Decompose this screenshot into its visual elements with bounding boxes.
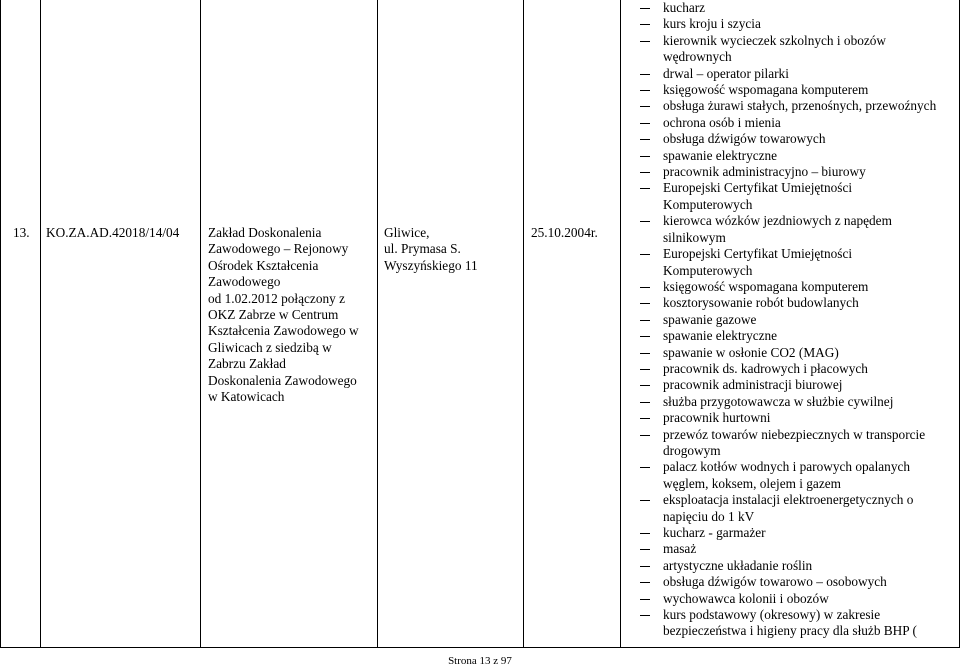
profession-line: obsługa dźwigów towarowo – osobowych [663,574,887,590]
profession-line: obsługa żurawi stałych, przenośnych, przewoźnych [663,98,937,114]
name-line: Ośrodek Kształcenia [208,257,319,273]
dash-bullet-icon [640,467,650,468]
name-line: Kształcenia Zawodowego w [208,323,359,339]
name-line: Zabrzu Zakład [208,356,286,372]
profession-line: ochrona osób i mienia [663,114,781,130]
profession-line: kucharz - garmażer [663,525,766,540]
profession-line: eksploatacja instalacji elektroenergetycznych o [663,492,914,508]
page-footer: Strona 13 z 97 [448,655,512,667]
profession-item [628,377,960,393]
profession-item [628,0,960,16]
table-border-left [0,0,1,648]
row-number: 13. [13,225,30,240]
dash-bullet-icon [640,418,650,419]
address-line: Gliwice, [384,225,430,240]
profession-item [628,295,960,311]
profession-line: pracownik administracyjno – biurowy [663,164,866,180]
profession-line: przewóz towarów niebezpiecznych w transporcie [663,426,926,442]
name-line: w Katowicach [208,389,285,405]
profession-line: służba przygotowawcza w służbie cywilnej [663,393,894,409]
dash-bullet-icon [640,435,650,436]
profession-item [628,525,960,541]
dash-bullet-icon [640,320,650,321]
profession-line: masaż [663,541,697,557]
profession-item [628,558,960,574]
profession-line: kierownik wycieczek szkolnych i obozów [663,32,887,48]
profession-item [628,98,960,114]
dash-bullet-icon [640,172,650,173]
profession-line: spawanie elektryczne [663,328,778,344]
institution-name [208,225,378,405]
dash-bullet-icon [640,533,650,534]
profession-line: kurs kroju i szycia [663,16,761,32]
profession-line: drogowym [663,442,721,458]
profession-line: Komputerowych [663,196,753,212]
name-line: Zawodowego – Rejonowy [208,241,349,257]
profession-item [628,16,960,32]
address-line: ul. Prymasa S. [384,241,461,257]
profession-line: księgowość wspomagana komputerem [663,82,869,98]
column-divider [200,0,201,648]
dash-bullet-icon [640,599,650,600]
profession-item [628,459,960,492]
profession-line: silnikowym [663,229,726,245]
dash-bullet-icon [640,369,650,370]
profession-line: księgowość wspomagana komputerem [663,278,869,294]
dash-bullet-icon [640,402,650,403]
name-line: Zawodowego [208,274,281,290]
profession-list [628,0,960,640]
dash-bullet-icon [640,582,650,583]
profession-line: Europejski Certyfikat Umiejętności [663,246,853,262]
profession-item [628,427,960,460]
profession-item [628,574,960,590]
profession-item [628,66,960,82]
profession-line: pracownik administracji biurowej [663,377,843,393]
profession-item [628,410,960,426]
profession-item [628,328,960,344]
column-divider [40,0,41,648]
profession-item [628,312,960,328]
dash-bullet-icon [640,303,650,304]
profession-item [628,607,960,640]
profession-line: wędrownych [663,49,732,65]
dash-bullet-icon [640,353,650,354]
profession-line: napięciu do 1 kV [663,508,755,524]
profession-item [628,279,960,295]
address-line: Wyszyńskiego 11 [384,257,478,273]
profession-line: bezpieczeństwa i higieny pracy dla służb BHP ( [663,623,917,639]
dash-bullet-icon [640,254,650,255]
name-line: Zakład Doskonalenia [208,225,322,240]
profession-line: kurs podstawowy (okresowy) w zakresie [663,607,881,623]
profession-line: spawanie gazowe [663,311,757,327]
name-line: Gliwicach z siedzibą w [208,339,332,355]
profession-line: pracownik hurtowni [663,410,771,426]
name-line: Doskonalenia Zawodowego [208,372,357,388]
profession-line: obsługa dźwigów towarowych [663,131,826,147]
dash-bullet-icon [640,156,650,157]
dash-bullet-icon [640,106,650,107]
table-border-bottom [0,647,960,648]
dash-bullet-icon [640,549,650,550]
dash-bullet-icon [640,8,650,9]
profession-item [628,394,960,410]
dash-bullet-icon [640,41,650,42]
column-divider [523,0,524,648]
column-divider [620,0,621,648]
profession-line: spawanie w osłonie CO2 (MAG) [663,344,839,360]
profession-item [628,82,960,98]
dash-bullet-icon [640,615,650,616]
profession-line: kosztorysowanie robót budowlanych [663,295,859,311]
profession-item [628,541,960,557]
dash-bullet-icon [640,90,650,91]
dash-bullet-icon [640,336,650,337]
dash-bullet-icon [640,500,650,501]
profession-line: węglem, koksem, olejem i gazem [663,475,841,491]
profession-item [628,33,960,66]
profession-item [628,361,960,377]
institution-address [384,225,490,274]
profession-line: kierowca wózków jezdniowych z napędem [663,213,892,229]
profession-line: wychowawca kolonii i obozów [663,590,829,606]
profession-item [628,148,960,164]
profession-line: pracownik ds. kadrowych i płacowych [663,360,868,376]
registration-date: 25.10.2004r. [531,225,598,240]
name-line: OKZ Zabrze w Centrum [208,307,339,323]
profession-item [628,345,960,361]
dash-bullet-icon [640,221,650,222]
profession-item [628,164,960,180]
registry-id: KO.ZA.AD.42018/14/04 [46,225,180,240]
dash-bullet-icon [640,24,650,25]
dash-bullet-icon [640,385,650,386]
dash-bullet-icon [640,287,650,288]
profession-line: drwal – operator pilarki [663,65,789,81]
dash-bullet-icon [640,74,650,75]
dash-bullet-icon [640,123,650,124]
dash-bullet-icon [640,566,650,567]
profession-line: spawanie elektryczne [663,147,778,163]
profession-item [628,131,960,147]
profession-item [628,246,960,279]
profession-line: palacz kotłów wodnych i parowych opalanych [663,459,911,475]
profession-line: kucharz [663,0,706,15]
dash-bullet-icon [640,139,650,140]
profession-item [628,115,960,131]
profession-line: Europejski Certyfikat Umiejętności [663,180,853,196]
profession-line: Komputerowych [663,262,753,278]
dash-bullet-icon [640,188,650,189]
profession-item [628,180,960,213]
name-line: od 1.02.2012 połączony z [208,290,346,306]
profession-item [628,591,960,607]
profession-item [628,492,960,525]
profession-line: artystyczne układanie roślin [663,557,813,573]
profession-item [628,213,960,246]
